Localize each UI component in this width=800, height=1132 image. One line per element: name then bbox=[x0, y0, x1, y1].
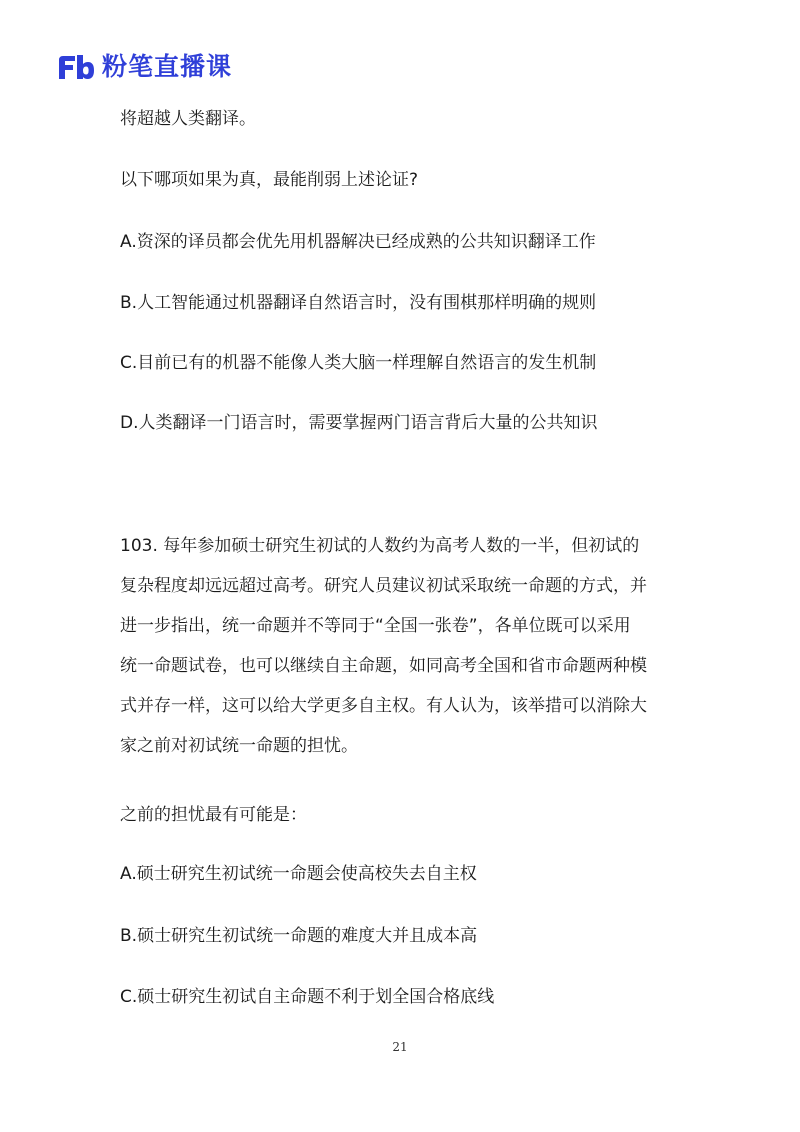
q102-option-d: D.人类翻译一门语言时，需要掌握两门语言背后大量的公共知识 bbox=[120, 413, 598, 433]
q103-stem-line: 式并存一样，这可以给大学更多自主权。有人认为，该举措可以消除大 bbox=[120, 696, 647, 716]
q103-stem-line: 进一步指出，统一命题并不等同于“全国一张卷”，各单位既可以采用 bbox=[120, 616, 631, 636]
q103-stem-line: 家之前对初试统一命题的担忧。 bbox=[120, 736, 358, 756]
q103-stem-line: 复杂程度却远远超过高考。研究人员建议初试采取统一命题的方式，并 bbox=[120, 576, 647, 596]
q103-prompt: 之前的担忧最有可能是： bbox=[120, 805, 307, 825]
q103-option-c: C.硕士研究生初试自主命题不利于划全国合格底线 bbox=[120, 987, 495, 1007]
q103-stem-line: 103. 每年参加硕士研究生初试的人数约为高考人数的一半，但初试的 bbox=[120, 536, 640, 556]
q102-continuation: 将超越人类翻译。 bbox=[120, 109, 256, 129]
q102-option-a: A.资深的译员都会优先用机器解决已经成熟的公共知识翻译工作 bbox=[120, 232, 596, 252]
q103-option-a: A.硕士研究生初试统一命题会使高校失去自主权 bbox=[120, 864, 477, 884]
page-header bbox=[56, 50, 232, 84]
q102-prompt: 以下哪项如果为真，最能削弱上述论证? bbox=[120, 170, 419, 190]
q102-option-c: C.目前已有的机器不能像人类大脑一样理解自然语言的发生机制 bbox=[120, 353, 597, 373]
q102-option-b: B.人工智能通过机器翻译自然语言时，没有围棋那样明确的规则 bbox=[120, 293, 597, 313]
brand-name: 粉笔直播课 bbox=[102, 52, 233, 81]
page-number: 21 bbox=[392, 1040, 408, 1054]
q103-option-b: B.硕士研究生初试统一命题的难度大并且成本高 bbox=[120, 926, 478, 946]
fb-logo-icon bbox=[56, 52, 96, 82]
q103-stem-line: 统一命题试卷，也可以继续自主命题，如同高考全国和省市命题两种模 bbox=[120, 656, 647, 676]
